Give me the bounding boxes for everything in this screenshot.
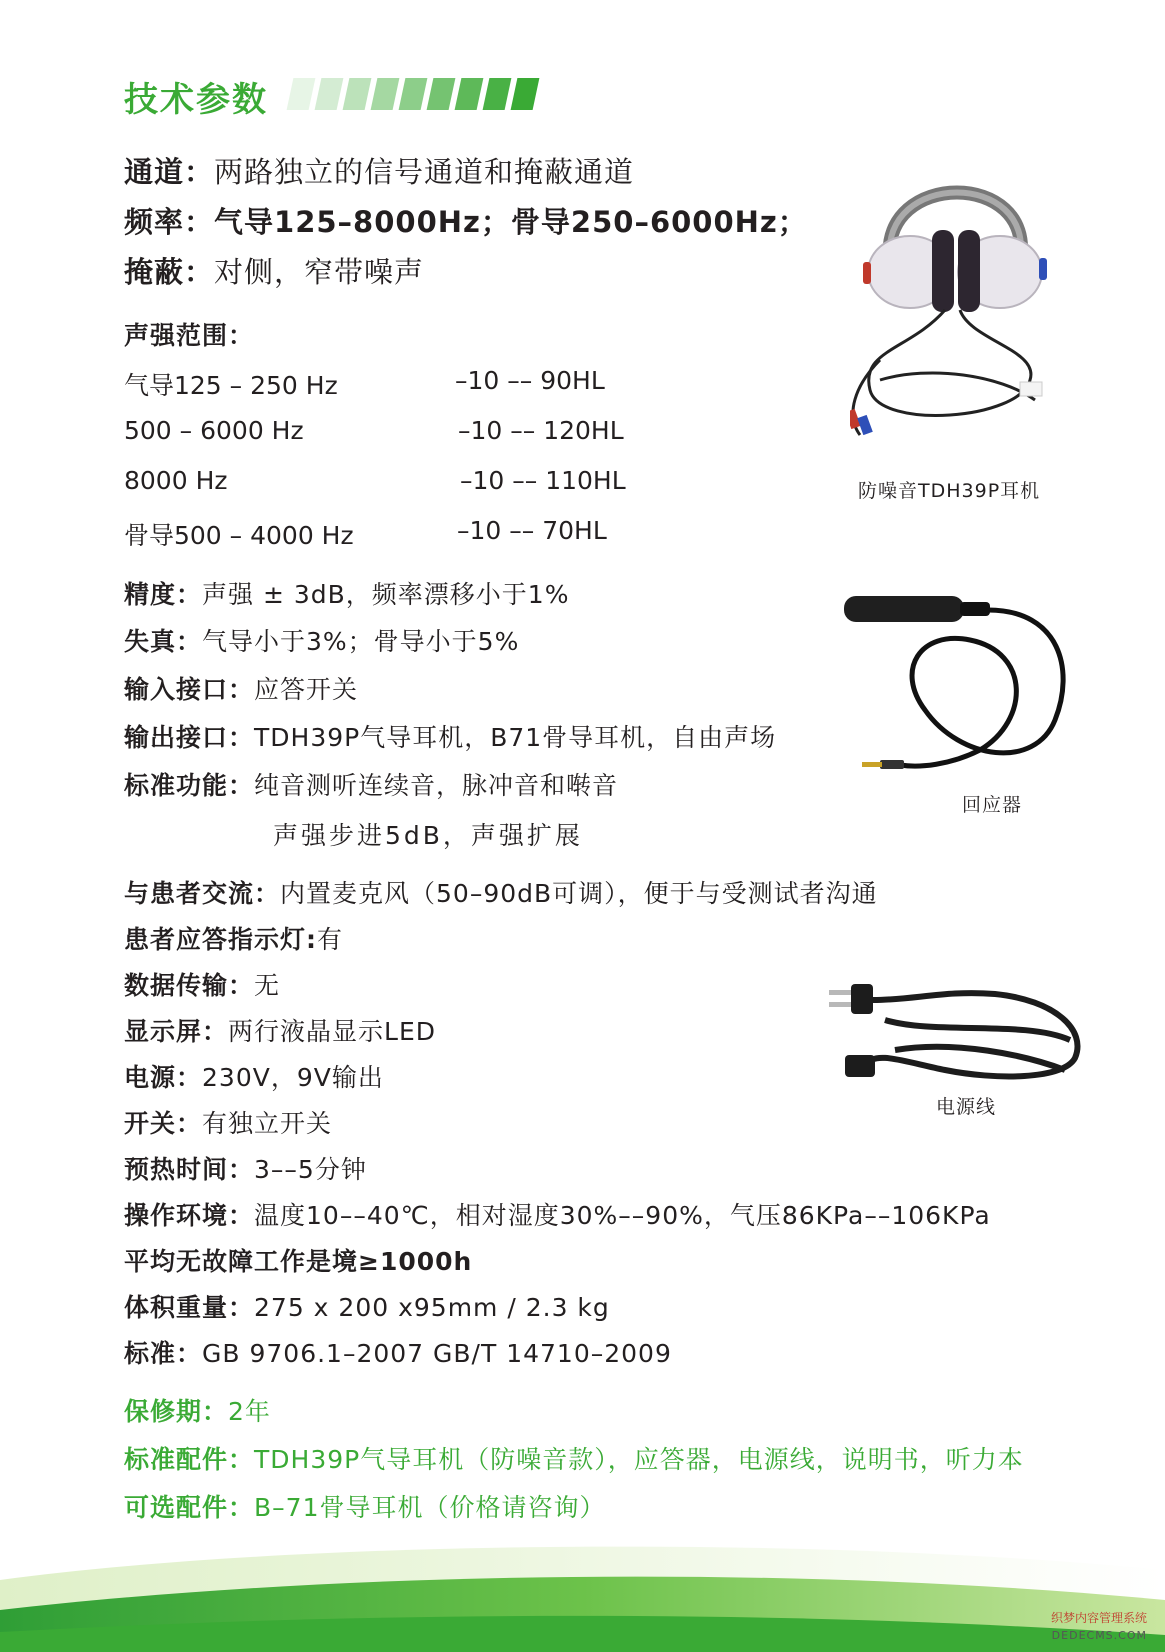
spec-std-function-line2: 声强步进5dB，声强扩展 [273,821,583,850]
spec-channel: 通道：两路独立的信号通道和掩蔽通道 [124,155,635,189]
range-freq: 8000 Hz [124,466,228,495]
spec-display: 显示屏：两行液晶显示LED [124,1017,436,1046]
spec-data-transfer: 数据传输：无 [124,971,281,1000]
spec-power: 电源：230V，9V输出 [124,1063,384,1092]
spec-optional-accessories: 可选配件：B–71骨导耳机（价格请咨询） [124,1493,606,1522]
range-level: –10 –– 110HL [460,466,626,495]
spec-std-function: 标准功能：纯音测听连续音，脉冲音和啭音 [124,771,619,800]
spec-mtbf: 平均无故障工作是境≥1000h [124,1247,473,1276]
range-freq: 骨导500 – 4000 Hz [124,521,354,550]
spec-warranty: 保修期：2年 [124,1397,271,1426]
spec-frequency: 频率：气导125–8000Hz；骨导250–6000Hz； [124,205,808,239]
headphones-caption: 防噪音TDH39P耳机 [858,480,1041,502]
title-stripes [290,78,536,110]
spec-accuracy: 精度：声强 ± 3dB，频率漂移小于1% [124,580,570,609]
range-freq: 500 – 6000 Hz [124,416,304,445]
spec-communication: 与患者交流：内置麦克风（50–90dB可调），便于与受测试者沟通 [124,879,878,908]
footer-swoosh [0,1540,1165,1652]
range-freq: 气导125 – 250 Hz [124,371,338,400]
spec-input: 输入接口：应答开关 [124,675,359,704]
spec-switch: 开关：有独立开关 [124,1109,333,1138]
spec-distortion: 失真：气导小于3%；骨导小于5% [124,627,520,656]
responder-image [840,590,1080,780]
watermark-line2: DEDECMS.COM [1051,1629,1147,1642]
responder-caption: 回应器 [962,794,1023,816]
power-cord-caption: 电源线 [936,1096,997,1118]
spec-std-accessories: 标准配件：TDH39P气导耳机（防噪音款），应答器，电源线，说明书，听力本 [124,1445,1024,1474]
spec-warmup: 预热时间：3––5分钟 [124,1155,367,1184]
range-heading: 声强范围： [124,321,255,350]
spec-output: 输出接口：TDH39P气导耳机，B71骨导耳机，自由声场 [124,723,777,752]
watermark-line1: 织梦内容管理系统 [1050,1611,1147,1625]
spec-indicator: 患者应答指示灯:有 [124,925,344,954]
spec-standard: 标准：GB 9706.1–2007 GB/T 14710–2009 [124,1339,672,1368]
power-cord-image [825,980,1095,1090]
spec-environment: 操作环境：温度10––40℃，相对湿度30%––90%，气压86KPa––106KPa [124,1201,991,1230]
spec-size-weight: 体积重量：275 x 200 x95mm / 2.3 kg [124,1293,610,1322]
headphones-image [850,150,1070,450]
range-level: –10 –– 90HL [455,366,605,395]
range-level: –10 –– 70HL [457,516,607,545]
spec-masking: 掩蔽：对侧，窄带噪声 [124,255,425,289]
page-title: 技术参数 [124,80,268,120]
range-level: –10 –– 120HL [458,416,624,445]
